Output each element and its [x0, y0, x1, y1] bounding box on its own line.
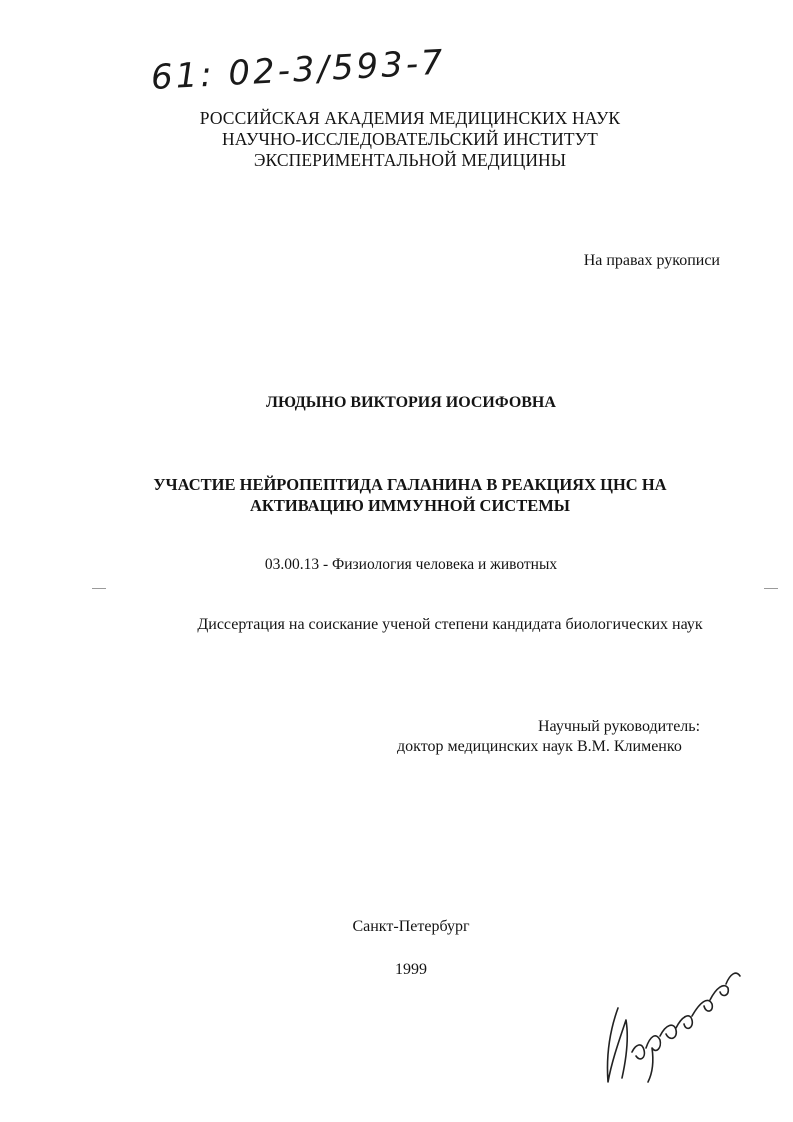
title-line-1: УЧАСТИЕ НЕЙРОПЕПТИДА ГАЛАНИНА В РЕАКЦИЯХ ЦНС НА [153, 475, 667, 494]
supervisor-name: доктор медицинских наук В.М. Клименко [397, 738, 682, 755]
thesis-type: Диссертация на соискание ученой степени кандидата биологических наук [197, 616, 703, 633]
city: Санкт-Петербург [352, 918, 470, 935]
handwritten-catalog-number [150, 43, 447, 98]
supervisor-label: Научный руководитель: [538, 718, 701, 735]
scan-mark-right [764, 588, 778, 589]
signature-drawing [596, 950, 746, 1090]
institution-line-1: РОССИЙСКАЯ АКАДЕМИЯ МЕДИЦИНСКИХ НАУК [199, 108, 621, 128]
dissertation-title [120, 474, 700, 516]
author-name: ЛЮДЫНО ВИКТОРИЯ ИОСИФОВНА [266, 394, 556, 411]
supervisor-block [360, 717, 760, 757]
year: 1999 [395, 961, 427, 978]
specialty-code: 03.00.13 - Физиология человека и животных [264, 556, 558, 573]
title-line-2: АКТИВАЦИЮ ИММУННОЙ СИСТЕМЫ [250, 496, 570, 515]
rights-note: На правах рукописи [583, 252, 720, 269]
institution-line-3: ЭКСПЕРИМЕНТАЛЬНОЙ МЕДИЦИНЫ [253, 150, 567, 170]
scan-mark-left [92, 588, 106, 589]
catalog-number-text: 61: 02-3/593-7 [150, 42, 447, 98]
handwritten-signature [596, 950, 746, 1095]
institution-line-2: НАУЧНО-ИССЛЕДОВАТЕЛЬСКИЙ ИНСТИТУТ [222, 129, 598, 149]
institution-header [110, 108, 710, 171]
